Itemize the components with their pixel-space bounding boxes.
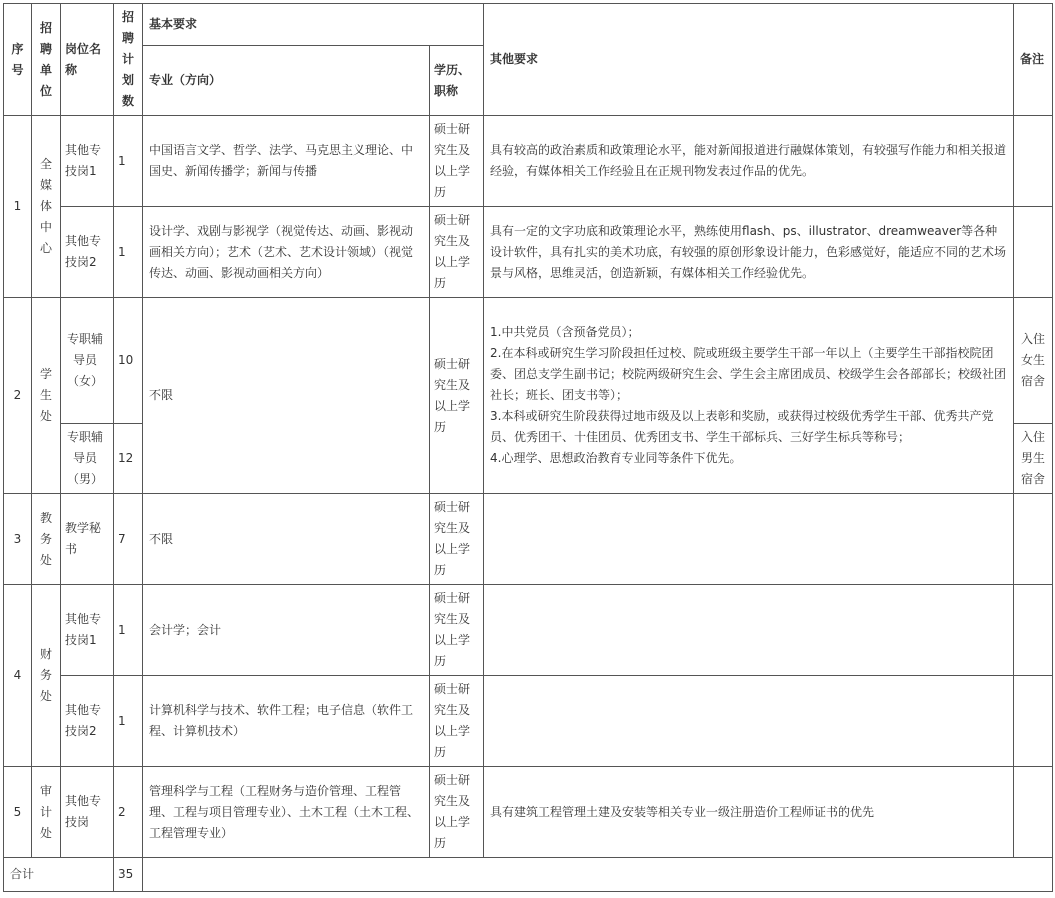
cell-unit: 学生处 [32, 298, 61, 494]
total-label: 合计 [4, 858, 114, 892]
total-row [4, 858, 1053, 892]
header-plan: 招聘计划数 [114, 4, 143, 116]
cell-post: 专职辅导员（女） [61, 298, 114, 424]
cell-post: 教学秘书 [61, 494, 114, 585]
cell-post: 专职辅导员（男） [61, 424, 114, 494]
cell-remark [1014, 676, 1053, 767]
table-row [4, 298, 1053, 424]
cell-remark [1014, 494, 1053, 585]
cell-count: 7 [114, 494, 143, 585]
header-basic: 基本要求 [143, 4, 484, 46]
cell-other: 具有较高的政治素质和政策理论水平，能对新闻报道进行融媒体策划，有较强写作能力和相关报道经验，有媒体相关工作经验且在正规刊物发表过作品的优先。 [484, 116, 1014, 207]
header-unit: 招聘单位 [32, 4, 61, 116]
cell-post: 其他专技岗1 [61, 585, 114, 676]
cell-major: 设计学、戏剧与影视学（视觉传达、动画、影视动画相关方向）；艺术（艺术、艺术设计领域）（视觉传达、动画、影视动画相关方向） [143, 207, 430, 298]
recruitment-table [3, 3, 1053, 892]
cell-remark [1014, 767, 1053, 858]
cell-unit: 全媒体中心 [32, 116, 61, 298]
total-blank [143, 858, 1053, 892]
total-count: 35 [114, 858, 143, 892]
cell-edu: 硕士研究生及以上学历 [430, 767, 484, 858]
cell-other: 具有建筑工程管理土建及安装等相关专业一级注册造价工程师证书的优先 [484, 767, 1014, 858]
cell-edu: 硕士研究生及以上学历 [430, 298, 484, 494]
cell-seq: 4 [4, 585, 32, 767]
cell-seq: 3 [4, 494, 32, 585]
cell-post: 其他专技岗 [61, 767, 114, 858]
header-remark: 备注 [1014, 4, 1053, 116]
table-row [4, 494, 1053, 585]
cell-edu: 硕士研究生及以上学历 [430, 494, 484, 585]
cell-other [484, 676, 1014, 767]
cell-post: 其他专技岗2 [61, 207, 114, 298]
cell-other [484, 494, 1014, 585]
cell-count: 2 [114, 767, 143, 858]
cell-post: 其他专技岗1 [61, 116, 114, 207]
cell-count: 1 [114, 585, 143, 676]
header-seq: 序号 [4, 4, 32, 116]
cell-remark [1014, 585, 1053, 676]
cell-post: 其他专技岗2 [61, 676, 114, 767]
cell-remark [1014, 207, 1053, 298]
cell-unit: 审计处 [32, 767, 61, 858]
cell-seq: 5 [4, 767, 32, 858]
cell-count: 1 [114, 207, 143, 298]
cell-major: 计算机科学与技术、软件工程；电子信息（软件工程、计算机技术） [143, 676, 430, 767]
cell-count: 10 [114, 298, 143, 424]
cell-unit: 教务处 [32, 494, 61, 585]
cell-other [484, 298, 1014, 494]
cell-seq: 2 [4, 298, 32, 494]
cell-edu: 硕士研究生及以上学历 [430, 116, 484, 207]
cell-count: 12 [114, 424, 143, 494]
cell-major: 不限 [143, 494, 430, 585]
table-row [4, 207, 1053, 298]
cell-major: 会计学；会计 [143, 585, 430, 676]
cell-edu: 硕士研究生及以上学历 [430, 676, 484, 767]
table-row [4, 767, 1053, 858]
requirement-line: 3.本科或研究生阶段获得过地市级及以上表彰和奖励，或获得过校级优秀学生干部、优秀共产党员、优秀团干、十佳团员、优秀团支书、学生干部标兵、三好学生标兵等称号； [490, 409, 994, 444]
cell-other: 具有一定的文字功底和政策理论水平，熟练使用flash、ps、illustrator、dreamweaver等各种设计软件，具有扎实的美术功底，有较强的原创形象设计能力，色彩感觉好，能适应不同的艺术场景与风格，思维灵活，创造新颖，有媒体相关工作经验优先。 [484, 207, 1014, 298]
table-row [4, 116, 1053, 207]
header-edu: 学历、职称 [430, 46, 484, 116]
header-other: 其他要求 [484, 4, 1014, 116]
cell-remark [1014, 116, 1053, 207]
cell-edu: 硕士研究生及以上学历 [430, 207, 484, 298]
table-row [4, 676, 1053, 767]
requirement-line: 1.中共党员（含预备党员）； [490, 325, 640, 339]
header-post: 岗位名称 [61, 4, 114, 116]
cell-count: 1 [114, 116, 143, 207]
requirement-line: 4.心理学、思想政治教育专业同等条件下优先。 [490, 451, 742, 465]
cell-seq: 1 [4, 116, 32, 298]
cell-remark: 入住男生宿舍 [1014, 424, 1053, 494]
cell-major: 中国语言文学、哲学、法学、马克思主义理论、中国史、新闻传播学；新闻与传播 [143, 116, 430, 207]
cell-unit: 财务处 [32, 585, 61, 767]
cell-major: 不限 [143, 298, 430, 494]
cell-major: 管理科学与工程（工程财务与造价管理、工程管理、工程与项目管理专业）、土木工程（土木工程、工程管理专业） [143, 767, 430, 858]
table-row [4, 585, 1053, 676]
requirement-line: 2.在本科或研究生学习阶段担任过校、院或班级主要学生干部一年以上（主要学生干部指校院团委、团总支学生副书记；校院两级研究生会、学生会主席团成员、校级学生会各部部长；校级社团社长；班长、团支书等）； [490, 346, 1007, 402]
cell-count: 1 [114, 676, 143, 767]
cell-other [484, 585, 1014, 676]
cell-remark: 入住女生宿舍 [1014, 298, 1053, 424]
header-major: 专业（方向） [143, 46, 430, 116]
cell-edu: 硕士研究生及以上学历 [430, 585, 484, 676]
